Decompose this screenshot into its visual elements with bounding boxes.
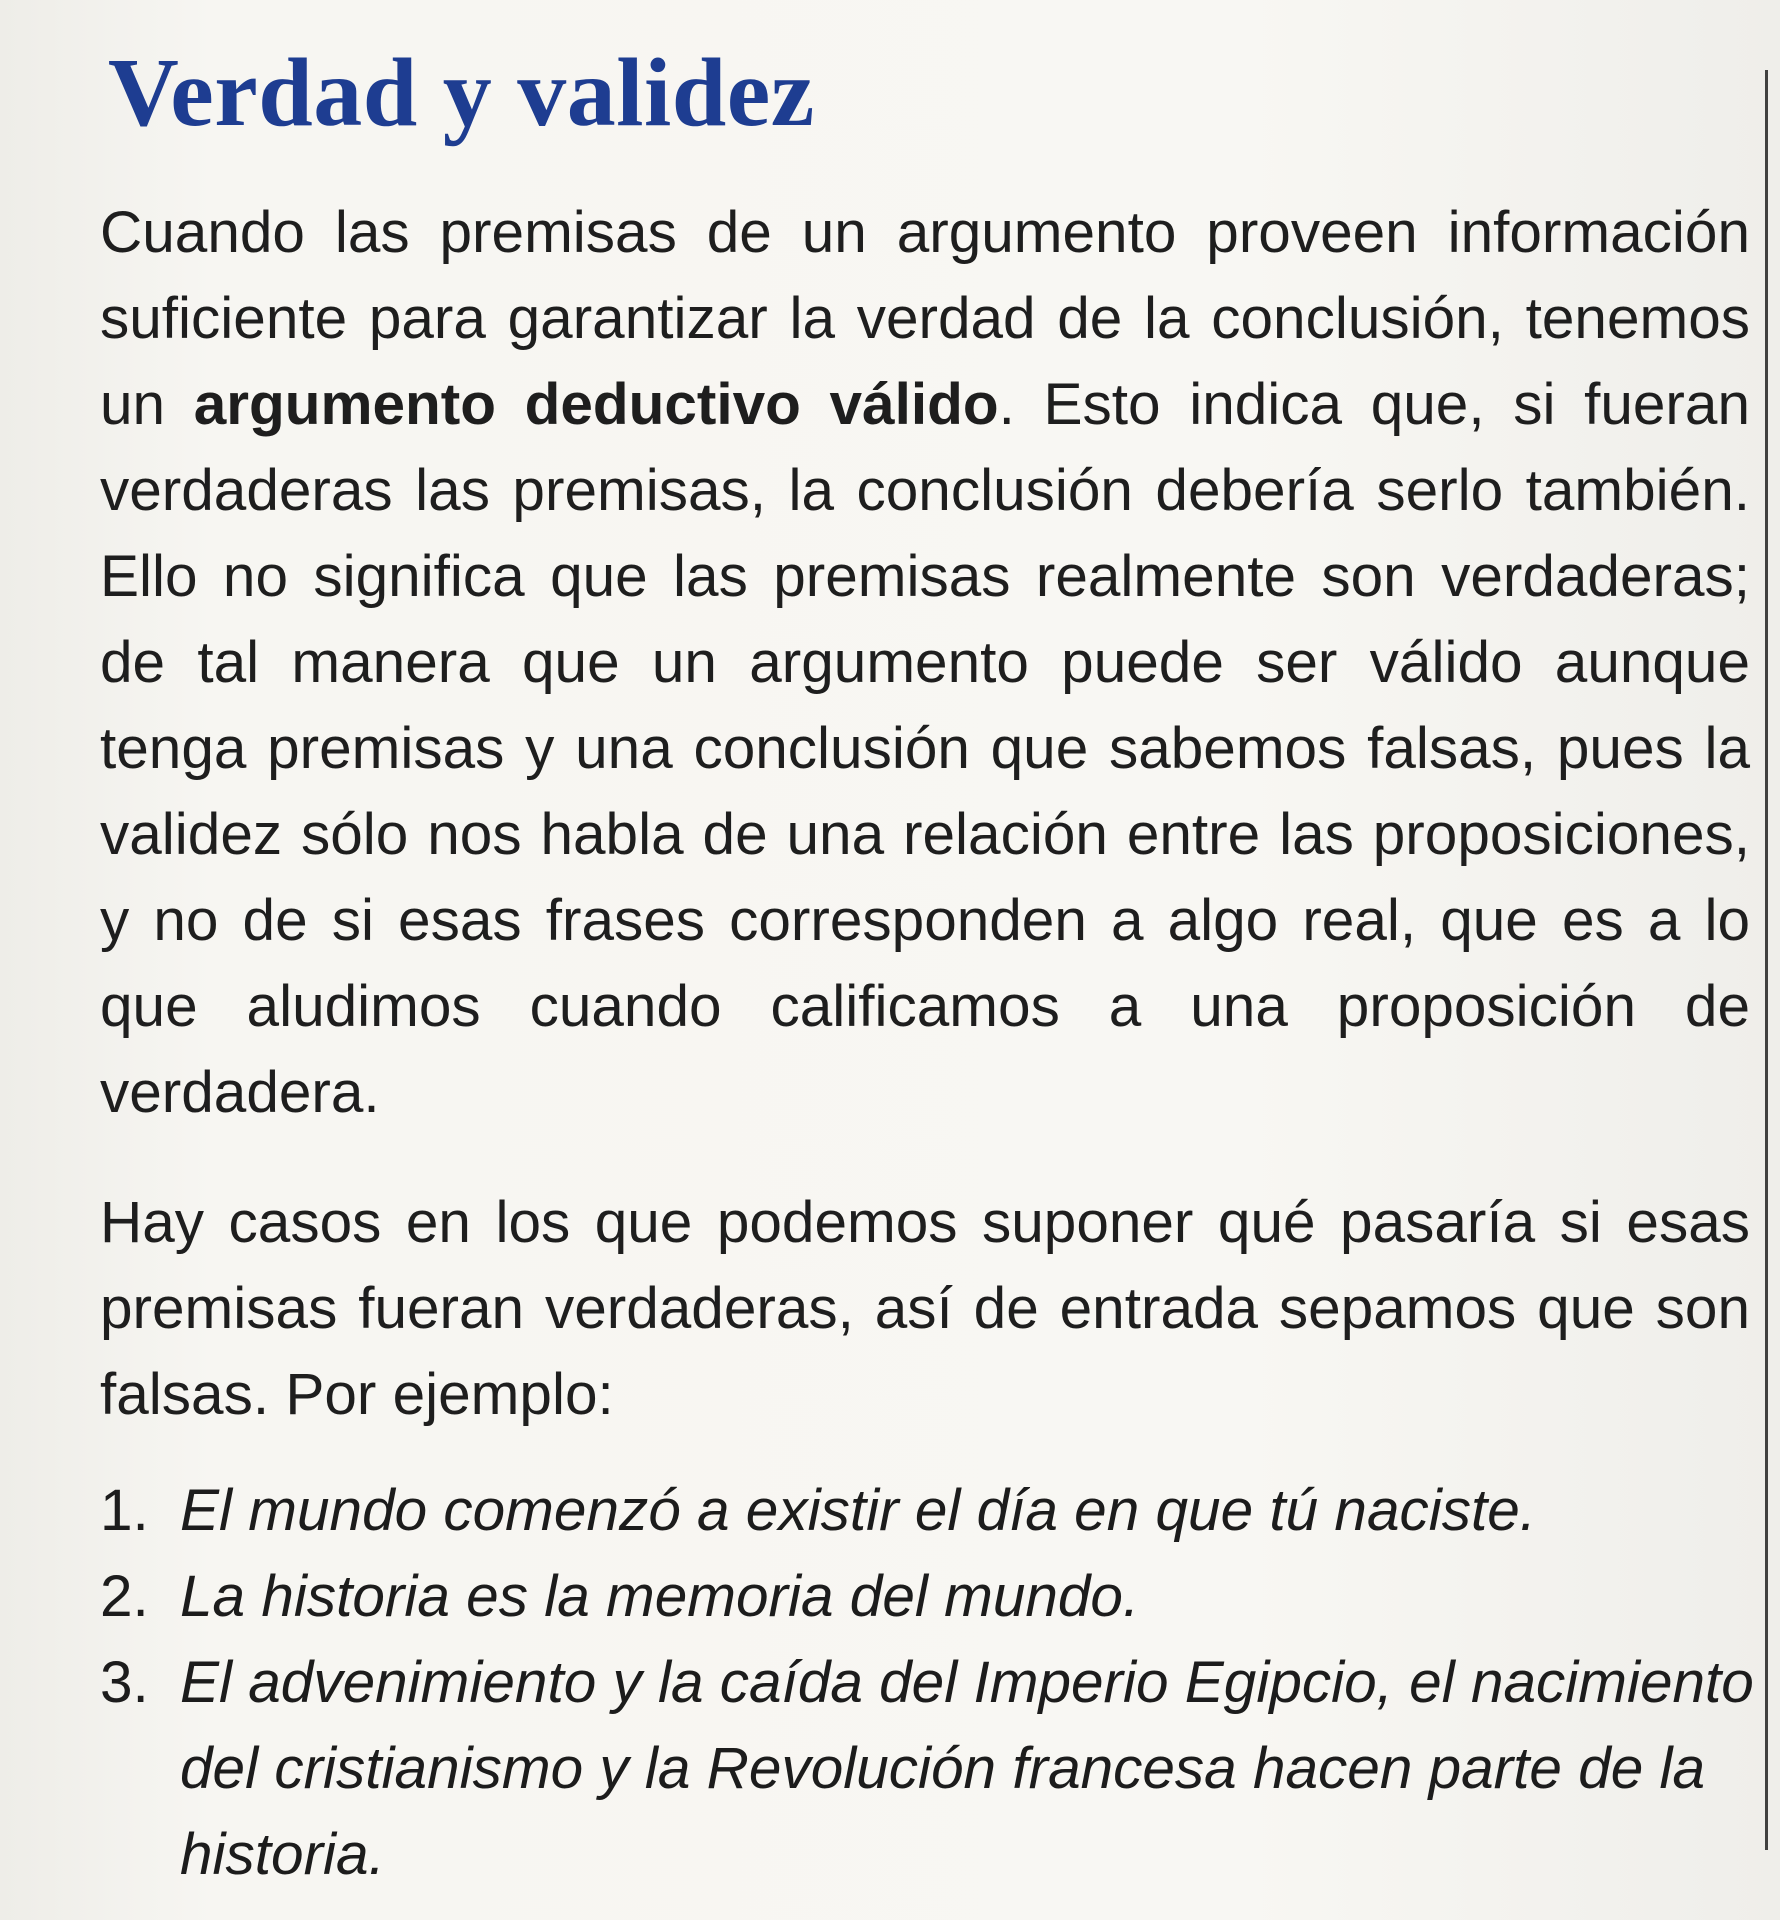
examples-list [100,1468,1780,1898]
list-item [100,1554,1780,1640]
list-item-number: 1. [100,1478,149,1543]
paragraph-hypothetical-premises: Hay casos en los que podemos suponer qué pasaría si esas premisas fueran verdaderas, así de entrada sepamos que son falsas. Por ejemplo: [100,1190,1750,1427]
list-item [100,1468,1780,1554]
section-title: Verdad y validez [108,39,815,147]
bold-term: argumento deductivo válido [193,372,999,437]
list-item-text: El advenimiento y la caída del Imperio Egipcio, el nacimiento del cristianismo y la Revolución francesa hacen parte de la historia. [180,1650,1754,1887]
paragraph1-text-start: Cuando las premisas de un argumento proveen información suficiente para garantizar la verdad de la conclusión, tenemos un [100,200,1750,437]
paragraph-validity-definition [100,190,1750,1136]
list-item-text: La historia es la memoria del mundo. [180,1564,1140,1629]
paragraph1-text-end: . Esto indica que, si fueran verdaderas las premisas, la conclusión debería serlo también. Ello no significa que las premisas realmente son verdaderas; de tal manera que un argumento puede ser válido aunque tenga premisas y una conclusión que sabemos falsas, pues la validez sólo nos habla de una relación entre las proposiciones, y no de si esas frases corresponden a algo real, que es a lo que aludimos cuando calificamos a una proposición de verdadera. [100,372,1750,1125]
list-item-text: El mundo comenzó a existir el día en que tú naciste. [180,1478,1537,1543]
list-item-number: 3. [100,1650,149,1715]
list-item [100,1640,1770,1898]
list-item-number: 2. [100,1564,149,1629]
